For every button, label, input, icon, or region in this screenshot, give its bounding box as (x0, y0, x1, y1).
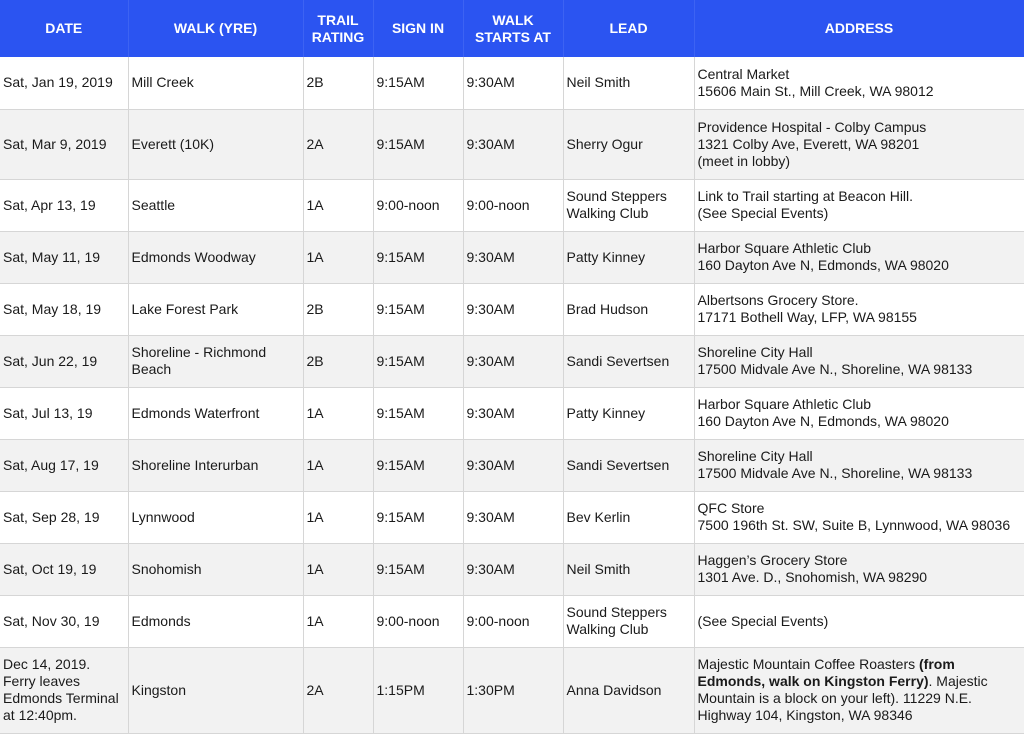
cell-date (0, 57, 128, 109)
table-row (0, 647, 1024, 733)
cell-starts: 9:30AM (463, 335, 563, 387)
cell-date-line: Sat, May 11, 19 (3, 249, 125, 266)
cell-walk (128, 179, 303, 231)
cell-lead-line: Sound Steppers (567, 604, 691, 621)
cell-starts: 9:30AM (463, 57, 563, 109)
cell-address-line: (meet in lobby) (698, 153, 1024, 170)
cell-rating: 1A (303, 439, 373, 491)
cell-date-line: Sat, Oct 19, 19 (3, 561, 125, 578)
cell-walk (128, 57, 303, 109)
cell-lead-line: Sound Steppers (567, 188, 691, 205)
cell-sign-in: 9:15AM (373, 283, 463, 335)
cell-rating: 2A (303, 109, 373, 179)
cell-address (694, 647, 1024, 733)
cell-date-line: Ferry leaves (3, 673, 125, 690)
cell-walk-line: Everett (10K) (132, 136, 300, 153)
table-row (0, 491, 1024, 543)
cell-address (694, 109, 1024, 179)
table-row (0, 179, 1024, 231)
cell-date-line: Sat, Nov 30, 19 (3, 613, 125, 630)
cell-rating: 2B (303, 57, 373, 109)
cell-starts: 9:30AM (463, 283, 563, 335)
cell-walk-line: Beach (132, 361, 300, 378)
header-trail-rating-line1: TRAIL (306, 12, 371, 29)
cell-sign-in: 9:15AM (373, 109, 463, 179)
cell-address-line: Harbor Square Athletic Club (698, 240, 1024, 257)
cell-lead-line: Patty Kinney (567, 405, 691, 422)
cell-address (694, 283, 1024, 335)
cell-lead-line: Sandi Severtsen (567, 353, 691, 370)
header-walk-starts-line1: WALK (466, 12, 561, 29)
cell-lead (563, 231, 694, 283)
cell-walk-line: Edmonds (132, 613, 300, 630)
cell-rating: 2A (303, 647, 373, 733)
cell-date-line: Edmonds Terminal (3, 690, 125, 707)
cell-date-line: Sat, Apr 13, 19 (3, 197, 125, 214)
cell-sign-in: 9:15AM (373, 57, 463, 109)
table-row (0, 595, 1024, 647)
table-row (0, 439, 1024, 491)
cell-address-line: 160 Dayton Ave N, Edmonds, WA 98020 (698, 413, 1024, 430)
cell-date (0, 387, 128, 439)
cell-rating: 1A (303, 179, 373, 231)
cell-address (694, 387, 1024, 439)
cell-address (694, 491, 1024, 543)
table-row (0, 387, 1024, 439)
cell-address-line: QFC Store (698, 500, 1024, 517)
table-row (0, 543, 1024, 595)
cell-walk-line: Mill Creek (132, 74, 300, 91)
cell-address-line: Harbor Square Athletic Club (698, 396, 1024, 413)
cell-sign-in: 9:15AM (373, 439, 463, 491)
cell-date-line: Sat, Sep 28, 19 (3, 509, 125, 526)
cell-date-line: Sat, Jun 22, 19 (3, 353, 125, 370)
cell-date-line: Sat, Mar 9, 2019 (3, 136, 125, 153)
cell-sign-in: 9:15AM (373, 491, 463, 543)
address-bold-note: (from Edmonds, walk on Kingston Ferry) (698, 656, 955, 689)
cell-walk-line: Kingston (132, 682, 300, 699)
cell-address-line: (See Special Events) (698, 613, 1024, 630)
cell-date-line: Dec 14, 2019. (3, 656, 125, 673)
cell-starts: 9:30AM (463, 231, 563, 283)
cell-lead-line: Neil Smith (567, 561, 691, 578)
cell-sign-in: 9:15AM (373, 543, 463, 595)
header-trail-rating-line2: RATING (306, 29, 371, 46)
header-date: DATE (0, 0, 128, 57)
cell-starts: 9:30AM (463, 491, 563, 543)
cell-sign-in: 9:15AM (373, 231, 463, 283)
cell-address (694, 335, 1024, 387)
cell-address (694, 231, 1024, 283)
cell-lead-line: Sandi Severtsen (567, 457, 691, 474)
cell-walk (128, 491, 303, 543)
header-sign-in: SIGN IN (373, 0, 463, 57)
cell-date (0, 543, 128, 595)
cell-walk-line: Edmonds Waterfront (132, 405, 300, 422)
cell-address (694, 179, 1024, 231)
cell-walk (128, 387, 303, 439)
header-walk: WALK (YRE) (128, 0, 303, 57)
cell-starts: 1:30PM (463, 647, 563, 733)
table-row (0, 231, 1024, 283)
cell-address (694, 595, 1024, 647)
cell-address-line: Central Market (698, 66, 1024, 83)
cell-rating: 1A (303, 387, 373, 439)
cell-date (0, 595, 128, 647)
cell-starts: 9:30AM (463, 387, 563, 439)
cell-sign-in: 9:00-noon (373, 179, 463, 231)
cell-lead (563, 335, 694, 387)
cell-date-line: Sat, Jul 13, 19 (3, 405, 125, 422)
cell-date-line: Sat, Jan 19, 2019 (3, 74, 125, 91)
cell-address-line: 17171 Bothell Way, LFP, WA 98155 (698, 309, 1024, 326)
cell-address-line: Haggen’s Grocery Store (698, 552, 1024, 569)
cell-lead-line: Neil Smith (567, 74, 691, 91)
cell-date-line: Sat, May 18, 19 (3, 301, 125, 318)
header-walk-starts (463, 0, 563, 57)
cell-walk-line: Snohomish (132, 561, 300, 578)
cell-rating: 1A (303, 543, 373, 595)
cell-date-line: Sat, Aug 17, 19 (3, 457, 125, 474)
cell-address-line: Link to Trail starting at Beacon Hill. (698, 188, 1024, 205)
cell-address-line: Shoreline City Hall (698, 344, 1024, 361)
cell-starts: 9:00-noon (463, 179, 563, 231)
cell-date (0, 231, 128, 283)
cell-walk-line: Lynnwood (132, 509, 300, 526)
cell-address-line: 1301 Ave. D., Snohomish, WA 98290 (698, 569, 1024, 586)
cell-sign-in: 1:15PM (373, 647, 463, 733)
cell-rating: 1A (303, 231, 373, 283)
cell-address-line: 7500 196th St. SW, Suite B, Lynnwood, WA 98036 (698, 517, 1024, 534)
cell-walk (128, 439, 303, 491)
cell-rating: 1A (303, 595, 373, 647)
cell-sign-in: 9:15AM (373, 387, 463, 439)
cell-lead (563, 179, 694, 231)
cell-lead-line: Patty Kinney (567, 249, 691, 266)
cell-lead-line: Sherry Ogur (567, 136, 691, 153)
cell-walk-line: Shoreline - Richmond (132, 344, 300, 361)
cell-lead (563, 283, 694, 335)
cell-walk (128, 109, 303, 179)
cell-address-line: Albertsons Grocery Store. (698, 292, 1024, 309)
cell-walk-line: Seattle (132, 197, 300, 214)
cell-walk-line: Shoreline Interurban (132, 457, 300, 474)
cell-date-line: at 12:40pm. (3, 707, 125, 724)
cell-lead (563, 439, 694, 491)
table-row (0, 109, 1024, 179)
cell-starts: 9:00-noon (463, 595, 563, 647)
address-text: . Majestic Mountain is a block on your left). 11229 N.E. Highway 104, Kingston, WA 98346 (698, 673, 988, 723)
cell-rating: 2B (303, 283, 373, 335)
cell-date (0, 335, 128, 387)
address-text: Majestic Mountain Coffee Roasters (698, 656, 920, 672)
cell-walk (128, 647, 303, 733)
cell-lead (563, 57, 694, 109)
cell-date (0, 179, 128, 231)
header-lead: LEAD (563, 0, 694, 57)
cell-lead-line: Brad Hudson (567, 301, 691, 318)
cell-sign-in: 9:15AM (373, 335, 463, 387)
cell-address-line: 17500 Midvale Ave N., Shoreline, WA 98133 (698, 361, 1024, 378)
cell-walk (128, 231, 303, 283)
cell-address-line: 17500 Midvale Ave N., Shoreline, WA 98133 (698, 465, 1024, 482)
cell-walk-line: Edmonds Woodway (132, 249, 300, 266)
cell-lead-line: Walking Club (567, 205, 691, 222)
header-walk-starts-line2: STARTS AT (466, 29, 561, 46)
table-row (0, 57, 1024, 109)
cell-date (0, 109, 128, 179)
cell-lead (563, 491, 694, 543)
cell-starts: 9:30AM (463, 109, 563, 179)
cell-walk (128, 595, 303, 647)
cell-lead (563, 543, 694, 595)
table-row (0, 283, 1024, 335)
cell-date (0, 439, 128, 491)
cell-address-line: (See Special Events) (698, 205, 1024, 222)
cell-walk (128, 335, 303, 387)
cell-date (0, 491, 128, 543)
header-trail-rating (303, 0, 373, 57)
cell-walk (128, 543, 303, 595)
cell-lead (563, 595, 694, 647)
cell-lead (563, 387, 694, 439)
cell-starts: 9:30AM (463, 439, 563, 491)
cell-lead-line: Walking Club (567, 621, 691, 638)
cell-address-line: Providence Hospital - Colby Campus (698, 119, 1024, 136)
cell-address (694, 439, 1024, 491)
cell-lead-line: Anna Davidson (567, 682, 691, 699)
cell-starts: 9:30AM (463, 543, 563, 595)
cell-address-line: 15606 Main St., Mill Creek, WA 98012 (698, 83, 1024, 100)
cell-lead (563, 647, 694, 733)
cell-lead (563, 109, 694, 179)
header-row (0, 0, 1024, 57)
cell-address-line: 160 Dayton Ave N, Edmonds, WA 98020 (698, 257, 1024, 274)
cell-walk (128, 283, 303, 335)
cell-address (694, 57, 1024, 109)
cell-date (0, 283, 128, 335)
header-address: ADDRESS (694, 0, 1024, 57)
cell-rating: 1A (303, 491, 373, 543)
cell-rating: 2B (303, 335, 373, 387)
cell-lead-line: Bev Kerlin (567, 509, 691, 526)
cell-walk-line: Lake Forest Park (132, 301, 300, 318)
table-header (0, 0, 1024, 57)
table-row (0, 335, 1024, 387)
cell-address-line: 1321 Colby Ave, Everett, WA 98201 (698, 136, 1024, 153)
cell-sign-in: 9:00-noon (373, 595, 463, 647)
table-body (0, 57, 1024, 733)
cell-address-line: Shoreline City Hall (698, 448, 1024, 465)
cell-address (694, 543, 1024, 595)
cell-date (0, 647, 128, 733)
